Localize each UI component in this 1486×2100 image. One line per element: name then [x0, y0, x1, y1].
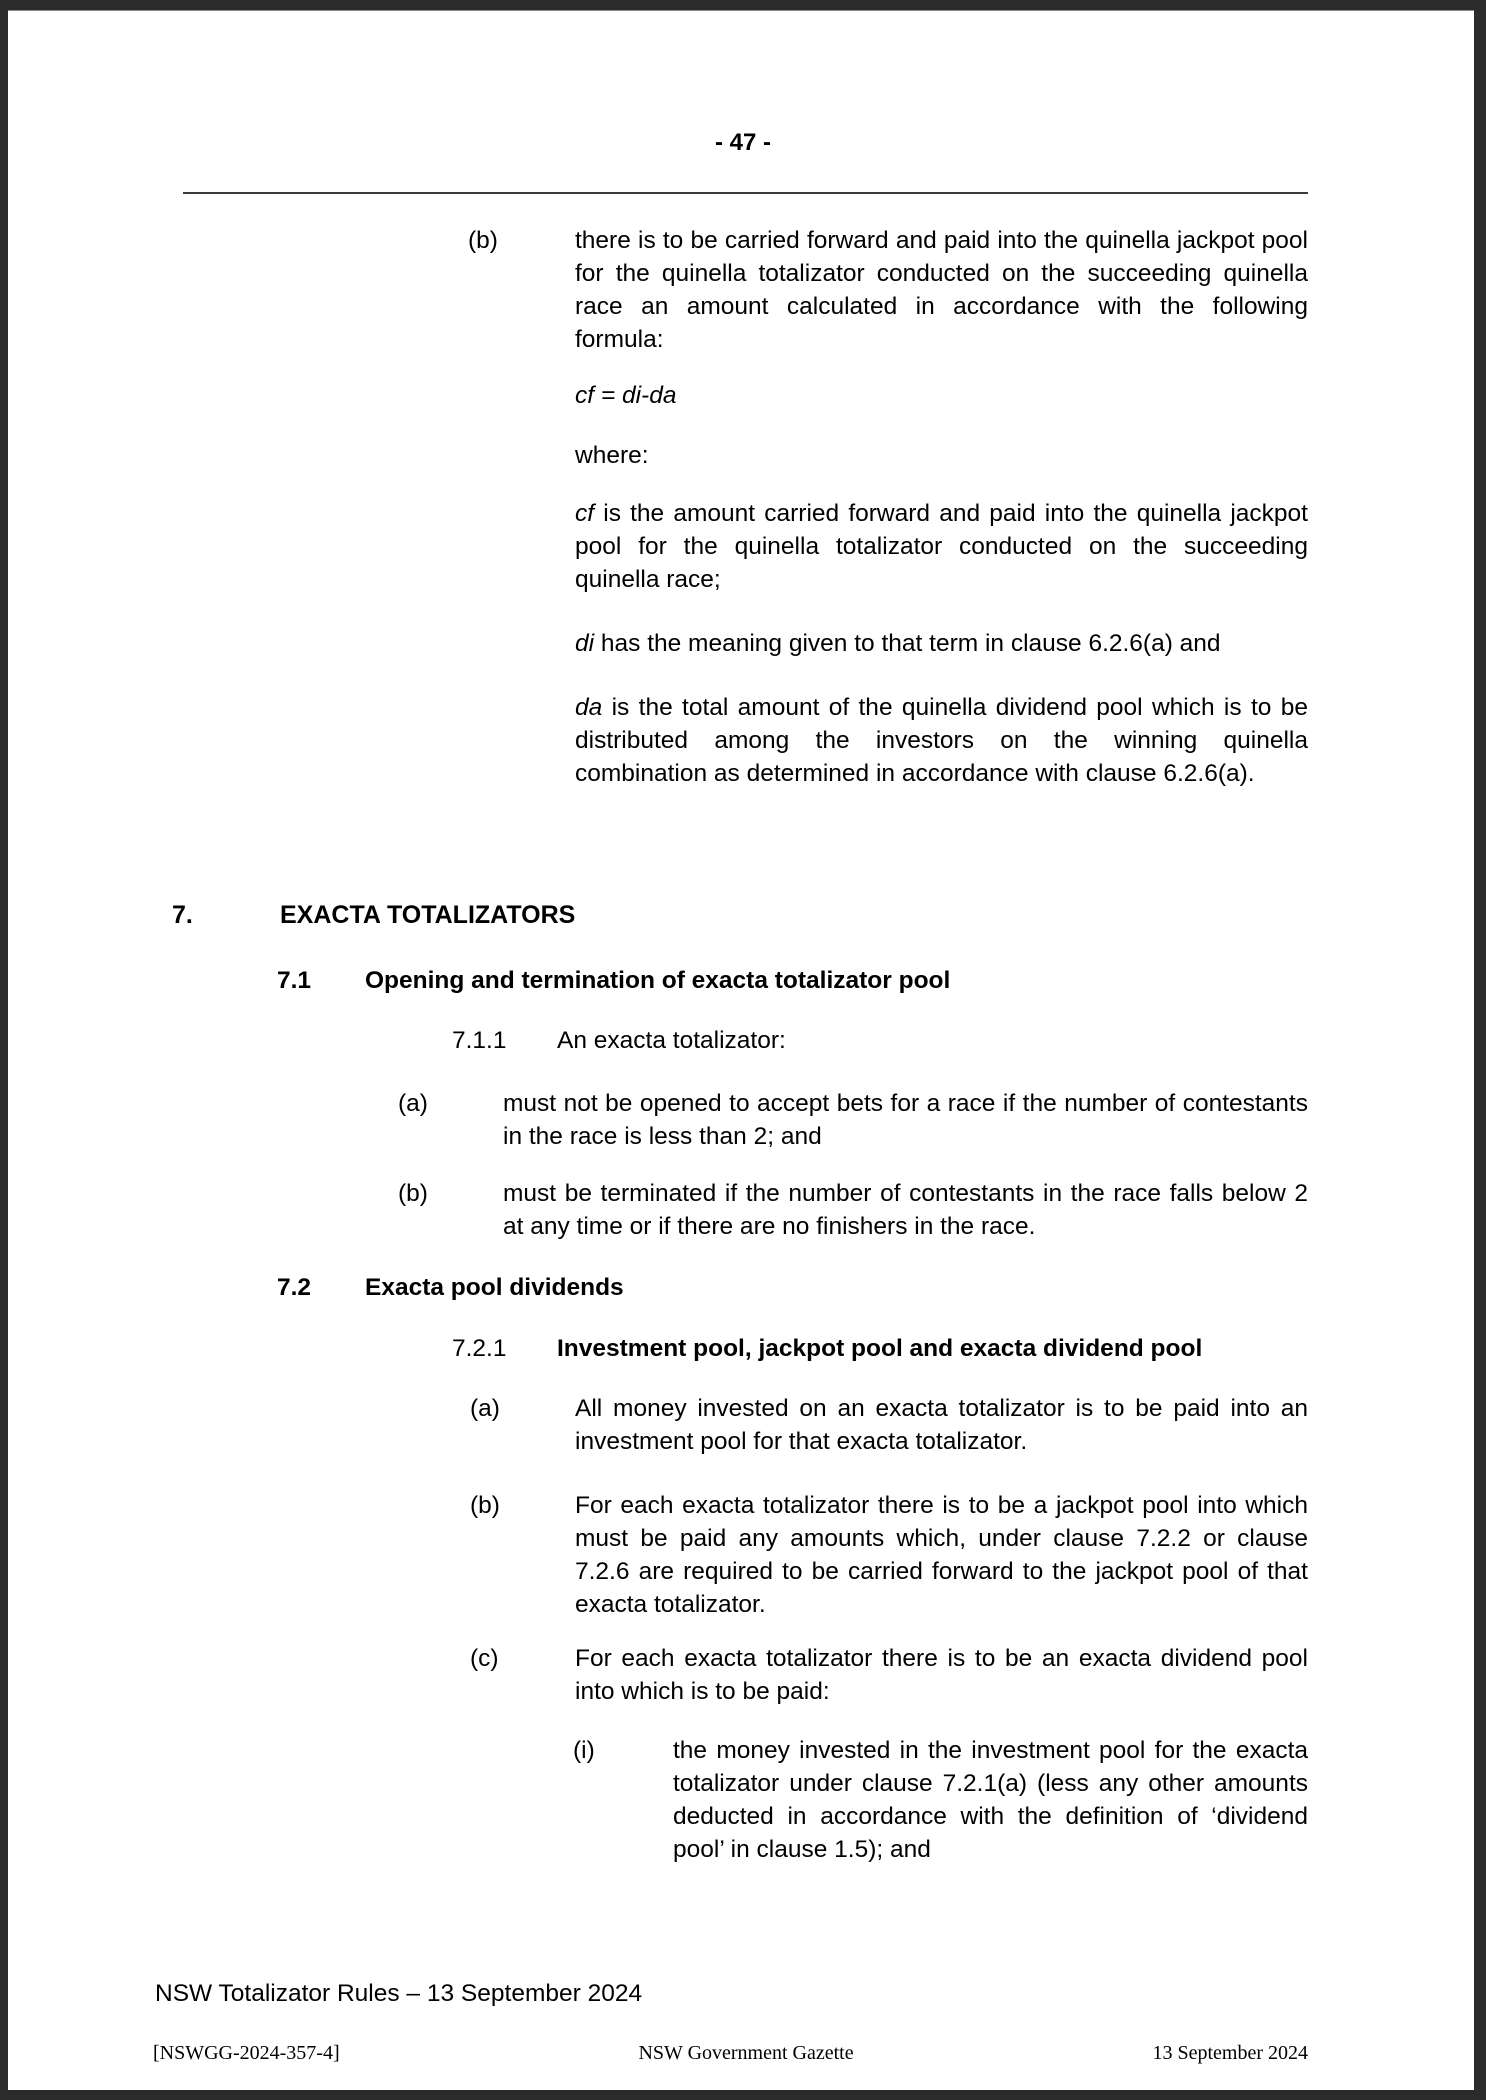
header-rule [183, 192, 1308, 194]
list-label: (b) [468, 227, 498, 254]
where-label: where: [575, 442, 649, 469]
definition-text [575, 627, 1308, 660]
section-number: 7.2 [277, 1274, 312, 1301]
gazette-footer [153, 2040, 1308, 2066]
paragraph-text: must be terminated if the number of contestants in the race falls below 2 at any time or if there are no finishers in the race. [503, 1180, 1308, 1240]
paragraph-text: For each exacta totalizator there is to be an exacta dividend pool into which is to be paid: [575, 1645, 1308, 1705]
section-number: 7. [172, 901, 193, 929]
paragraph-text: must not be opened to accept bets for a race if the number of contestants in the race is less than 2; and [503, 1090, 1308, 1150]
paragraph-text: For each exacta totalizator there is to be a jackpot pool into which must be paid any amounts which, under clause 7.2.2 or clause 7.2.6 are required to be carried forward to the jackpot pool of that exacta totalizator. [575, 1492, 1308, 1618]
paragraph-text: All money invested on an exacta totalizator is to be paid into an investment pool for that exacta totalizator. [575, 1395, 1308, 1455]
definition-text [575, 691, 1308, 790]
list-label: (a) [398, 1090, 428, 1117]
list-label: (c) [470, 1645, 499, 1672]
gazette-date: 13 September 2024 [1152, 2042, 1308, 2064]
clause-number: 7.1.1 [452, 1027, 507, 1054]
defined-term: di [575, 630, 595, 657]
definition-body: is the amount carried forward and paid into the quinella jackpot pool for the quinella totalizator conducted on the succeeding quinella race; [575, 500, 1308, 593]
clause-title: Investment pool, jackpot pool and exacta dividend pool [557, 1335, 1203, 1362]
document-footer-title: NSW Totalizator Rules – 13 September 2024 [155, 1980, 643, 2007]
list-label: (b) [398, 1180, 428, 1207]
definition-body: has the meaning given to that term in clause 6.2.6(a) and [594, 630, 1221, 657]
definition-text [575, 497, 1308, 596]
section-title: Exacta pool dividends [365, 1274, 624, 1301]
paragraph-text: there is to be carried forward and paid into the quinella jackpot pool for the quinella totalizator conducted on the succeeding quinella race an amount calculated in accordance with the following formula: [575, 227, 1308, 353]
section-title: Opening and termination of exacta totalizator pool [365, 967, 951, 994]
section-number: 7.1 [277, 967, 312, 994]
paragraph-text: the money invested in the investment pool for the exacta totalizator under clause 7.2.1(a) (less any other amounts deducted in accordance with the definition of ‘dividend pool’ in clause 1.5); and [673, 1737, 1308, 1863]
section-title: EXACTA TOTALIZATORS [280, 901, 576, 929]
page-number: - 47 - [714, 129, 771, 156]
gazette-name: NSW Government Gazette [638, 2042, 854, 2064]
list-label: (a) [470, 1395, 500, 1422]
clause-title: An exacta totalizator: [557, 1027, 786, 1054]
defined-term: da [575, 694, 603, 721]
list-label: (i) [573, 1737, 595, 1764]
list-label: (b) [470, 1492, 500, 1519]
gazette-reference: [NSWGG-2024-357-4] [153, 2042, 340, 2064]
definition-body: is the total amount of the quinella dividend pool which is to be distributed among the investors on the winning quinella combination as determined in accordance with clause 6.2.6(a). [575, 694, 1308, 787]
defined-term: cf [575, 500, 595, 527]
formula-text: cf = di-da [575, 382, 677, 409]
clause-number: 7.2.1 [452, 1335, 507, 1362]
